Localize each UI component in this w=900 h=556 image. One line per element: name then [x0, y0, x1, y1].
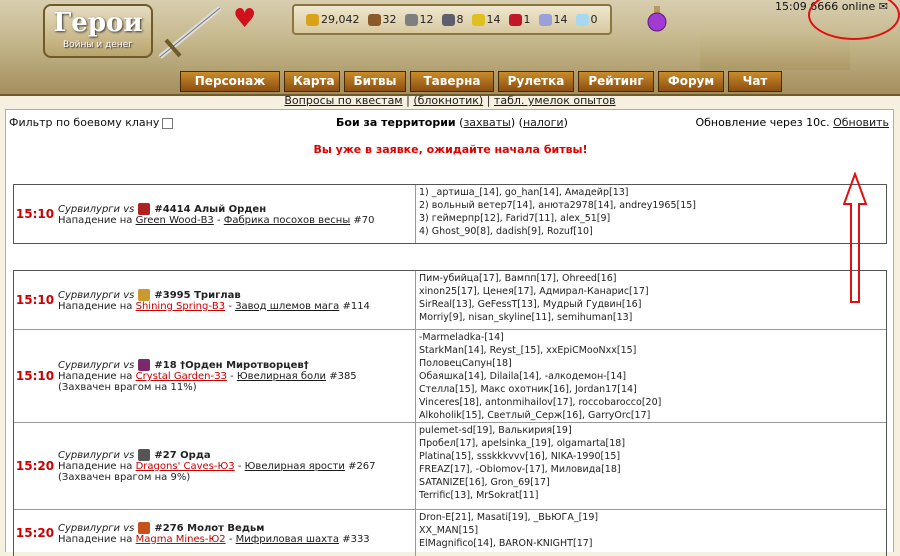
target-link[interactable]: Мифриловая шахта	[235, 533, 340, 545]
location-link[interactable]: Shining Spring-В3	[135, 300, 226, 312]
panel-title: Бои за территории	[336, 116, 456, 129]
team-list	[416, 185, 886, 243]
resource-sulfur	[472, 13, 501, 26]
attack-label: Нападение на	[58, 533, 133, 545]
team-line[interactable]: Alkoholik[15], Светлый_Серж[16], GarryOrc[17]	[419, 410, 651, 421]
menu-character[interactable]: Персонаж	[180, 71, 280, 92]
location-link[interactable]: Magma Mines-Ю2	[135, 533, 226, 545]
panel-header: Бои за территории (захваты) (налоги)	[336, 116, 568, 129]
battle-info	[56, 423, 416, 509]
clan-name: #27 Орда	[154, 450, 211, 461]
resource-wood-value: 32	[382, 13, 397, 26]
target-number: #267	[348, 461, 376, 472]
team-list	[416, 510, 886, 556]
target-number: #70	[353, 214, 375, 226]
clan-emblem-icon	[138, 449, 150, 461]
menu-forum[interactable]: Форум	[658, 71, 724, 92]
team-line[interactable]: pulemet-sd[19], Валькирия[19]	[419, 425, 572, 436]
resource-gold-value: 29,042	[321, 13, 360, 26]
team-line[interactable]: Vinceres[18], antonmihailov[17], roccobarocco[20]	[419, 397, 662, 408]
clan-filter-label: Фильтр по боевому клану	[9, 116, 160, 129]
location-link[interactable]: Dragons' Caves-Ю3	[135, 461, 235, 472]
team-line[interactable]: SirReal[13], GeFessT[13], Мудрый Гудвин[16]	[419, 299, 642, 310]
target-number: #114	[342, 300, 370, 312]
capture-note: (Захвачен врагом на 11%)	[58, 382, 197, 393]
notebook-link[interactable]: (блокнотик)	[413, 94, 484, 107]
team-line[interactable]: Dron-E[21], Masati[19], _ВЬЮГА_[19]	[419, 512, 599, 523]
team-line[interactable]: Morriy[9], nisan_skyline[11], semihuman[13]	[419, 312, 633, 323]
team-line[interactable]: xinon25[17], Ценея[17], Адмирал-Канарис[17]	[419, 286, 649, 297]
update-timer: Обновление через 10с.	[695, 116, 830, 129]
clan-emblem-icon	[138, 522, 150, 534]
resource-crystal-value: 1	[523, 13, 531, 26]
clan-filter-checkbox[interactable]	[162, 118, 173, 129]
resource-gems	[539, 13, 568, 26]
menu-map[interactable]: Карта	[284, 71, 340, 92]
team-line[interactable]: StarkMan[14], Reyst_[15], xxEpiCMooNxx[15]	[419, 345, 637, 356]
health-heart-icon: ♥	[233, 4, 257, 34]
taxes-link[interactable]: налоги	[522, 116, 564, 129]
clan-filter	[9, 116, 173, 129]
team-line[interactable]: Стелла[15], Макс охотник[16], Jordan17[14]	[419, 384, 637, 395]
resource-diamond-value: 0	[590, 13, 598, 26]
resource-diamond	[576, 13, 598, 26]
team-line[interactable]: -Marmeladka-[14]	[419, 332, 504, 343]
battle-row	[14, 509, 886, 556]
resource-sulfur-value: 14	[486, 13, 501, 26]
battle-row	[14, 422, 886, 509]
resource-gems-value: 14	[553, 13, 568, 26]
castle-banner	[700, 30, 850, 70]
battle-row	[14, 329, 886, 422]
refresh-link[interactable]: Обновить	[833, 116, 889, 129]
menu-roulette[interactable]: Рулетка	[498, 71, 574, 92]
clan-emblem-icon	[138, 289, 150, 301]
battle-table-1	[13, 184, 887, 244]
clan-name: #3995 Триглав	[154, 289, 241, 301]
battle-time: 15:20	[15, 459, 55, 473]
menu-rating[interactable]: Рейтинг	[578, 71, 654, 92]
team-line[interactable]: 1) _артиша_[14], go_han[14], Амадейр[13]	[419, 187, 629, 198]
resource-ore	[405, 13, 434, 26]
game-logo[interactable]	[43, 4, 153, 58]
battle-time: 15:10	[15, 293, 55, 307]
battle-sides	[58, 289, 413, 301]
clan-name: #4414 Алый Орден	[154, 203, 267, 215]
mana-potion-icon	[646, 6, 668, 32]
resource-mercury-value: 8	[456, 13, 464, 26]
battle-time: 15:20	[15, 526, 55, 540]
side-name: Сурвилурги	[58, 450, 121, 461]
captures-link[interactable]: захваты	[463, 116, 511, 129]
team-line[interactable]: 4) Ghost_90[8], dadish[9], Rozuf[10]	[419, 226, 593, 237]
target-link[interactable]: Ювелирная ярости	[244, 461, 345, 472]
gold-icon	[306, 14, 319, 26]
target-number: #385	[329, 371, 357, 382]
team-line[interactable]: Terrific[13], MrSokrat[11]	[419, 490, 539, 501]
attack-label: Нападение на	[58, 214, 133, 226]
battle-target: Нападение на Magma Mines-Ю2 - Мифриловая шахта #333	[58, 533, 370, 545]
main-menu	[180, 71, 782, 92]
menu-tavern[interactable]: Таверна	[410, 71, 494, 92]
attack-label: Нападение на	[58, 461, 133, 472]
logo-title: Герои	[53, 8, 143, 38]
team-line[interactable]: Platina[15], ssskkkvvv[16], NIKA-1990[15]	[419, 451, 621, 462]
battle-sides	[58, 449, 413, 461]
team-line[interactable]: ElMagnifico[14], BARON-KNIGHT[17]	[419, 538, 593, 549]
side-name: Сурвилурги	[58, 360, 121, 371]
crystal-icon	[509, 14, 522, 26]
territory-battles-panel	[5, 109, 894, 552]
location-link[interactable]: Crystal Garden-ЗЗ	[135, 371, 227, 382]
annotation-arrow-icon	[843, 172, 867, 304]
ore-icon	[405, 14, 418, 26]
update-status	[695, 116, 889, 129]
team-line[interactable]: 3) геймерпр[12], Farid7[11], alex_51[9]	[419, 213, 611, 224]
mercury-icon	[442, 14, 455, 26]
resource-gold	[306, 13, 360, 26]
battle-sides	[58, 359, 413, 371]
vs-label: vs	[123, 203, 135, 215]
battle-time: 15:10	[15, 207, 55, 221]
server-time: 15:09	[775, 0, 807, 13]
battle-row	[14, 185, 886, 243]
location-link[interactable]: Green Wood-В3	[135, 214, 214, 226]
team-line[interactable]: Обаяшка[14], Dilaila[14], -алкодемон-[14]	[419, 371, 627, 382]
team-line[interactable]: Пробел[17], apelsinka_[19], olgamarta[18]	[419, 438, 626, 449]
attack-label: Нападение на	[58, 371, 133, 382]
team-list	[416, 423, 886, 509]
side-name: Сурвилурги	[58, 289, 121, 301]
target-link[interactable]: Ювелирная боли	[236, 371, 327, 382]
menu-battles[interactable]: Битвы	[344, 71, 406, 92]
diamond-icon	[576, 14, 589, 26]
team-line[interactable]: FREAZ[17], -Oblomov-[17], Миловида[18]	[419, 464, 621, 475]
vs-label: vs	[123, 450, 135, 461]
clan-emblem-icon	[138, 203, 150, 215]
team-list	[416, 330, 886, 422]
wood-icon	[368, 14, 381, 26]
quest-links: Вопросы по квестам | (блокнотик) | табл. умелок опытов	[284, 94, 616, 107]
sulfur-icon	[472, 14, 485, 26]
team-line[interactable]: SATANIZE[16], Gron_69[17]	[419, 477, 550, 488]
target-number: #333	[342, 533, 370, 545]
capture-note: (Захвачен врагом на 9%)	[58, 472, 191, 483]
team-line[interactable]: XX_MAN[15]	[419, 525, 479, 536]
warning-message: Вы уже в заявке, ожидайте начала битвы!	[313, 143, 588, 156]
team-list	[416, 271, 886, 329]
team-line[interactable]: ПоловецСапун[18]	[419, 358, 512, 369]
resource-ore-value: 12	[419, 13, 434, 26]
attack-label: Нападение на	[58, 300, 133, 312]
battle-target: Нападение на Shining Spring-В3 - Завод шлемов мага #114	[58, 300, 370, 312]
battle-target: Нападение на Crystal Garden-ЗЗ - Ювелирная боли #385	[58, 371, 357, 382]
resource-crystal	[509, 13, 531, 26]
battle-target: Нападение на Green Wood-В3 - Фабрика посохов весны #70	[58, 214, 375, 226]
skills-table-link[interactable]: табл. умелок опытов	[493, 94, 616, 107]
team-line[interactable]: 2) вольный ветер7[14], анюта2978[14], andrey1965[15]	[419, 200, 697, 211]
header	[0, 0, 900, 96]
team-line[interactable]: Пим-убийца[17], Вампп[17], Ohreed[16]	[419, 273, 617, 284]
side-name: Сурвилурги	[58, 203, 121, 215]
battle-info	[56, 185, 416, 243]
resource-mercury	[442, 13, 464, 26]
battle-sides	[58, 203, 413, 215]
target-link[interactable]: Завод шлемов мага	[235, 300, 340, 312]
battle-info	[56, 271, 416, 329]
target-link[interactable]: Фабрика посохов весны	[223, 214, 351, 226]
logo-subtitle: Войны и денег	[62, 40, 133, 50]
resource-bar	[292, 4, 612, 35]
battle-info	[56, 330, 416, 422]
clan-name: #276 Молот Ведьм	[154, 522, 265, 534]
sword-icon	[152, 2, 227, 62]
battle-table-2	[13, 270, 887, 556]
clan-emblem-icon	[138, 359, 150, 371]
resource-wood	[368, 13, 397, 26]
battle-info	[56, 510, 416, 556]
battle-sides	[58, 522, 413, 534]
mail-icon[interactable]: ✉	[878, 0, 888, 13]
clan-name: #18 †Орден Миротворцев†	[154, 360, 309, 371]
battle-row	[14, 271, 886, 329]
battle-time: 15:10	[15, 369, 55, 383]
gems-icon	[539, 14, 552, 26]
menu-chat[interactable]: Чат	[728, 71, 782, 92]
battle-target: Нападение на Dragons' Caves-Ю3 - Ювелирная ярости #267	[58, 461, 376, 472]
vs-label: vs	[123, 360, 135, 371]
quest-questions-link[interactable]: Вопросы по квестам	[284, 94, 403, 107]
side-name: Сурвилурги	[58, 522, 121, 534]
vs-label: vs	[123, 522, 135, 534]
online-count[interactable]: 6666 online	[810, 0, 876, 13]
vs-label: vs	[123, 289, 135, 301]
